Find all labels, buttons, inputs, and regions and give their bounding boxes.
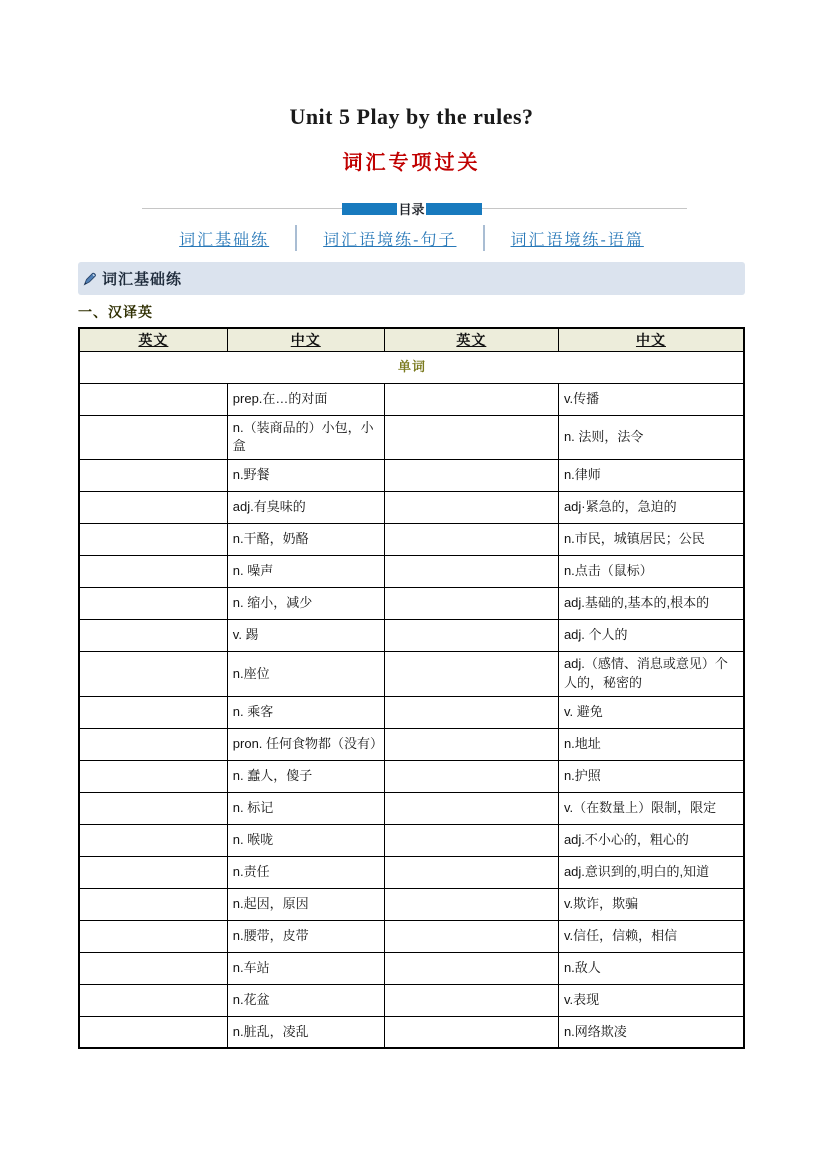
- english-answer-cell: [384, 588, 558, 620]
- english-answer-cell: [384, 728, 558, 760]
- english-answer-cell: [384, 652, 558, 697]
- english-answer-cell: [384, 383, 558, 415]
- table-header-row: [79, 328, 744, 351]
- chinese-definition-cell: n.律师: [558, 460, 744, 492]
- group-label: 单词: [79, 351, 744, 383]
- chinese-definition-cell: pron. 任何食物都（没有）: [227, 728, 384, 760]
- chinese-definition-cell: n.脏乱，凌乱: [227, 1016, 384, 1048]
- chinese-definition-cell: n.（装商品的）小包，小盒: [227, 415, 384, 460]
- chinese-definition-cell: adj.有臭味的: [227, 492, 384, 524]
- english-answer-cell: [79, 696, 227, 728]
- english-answer-cell: [79, 920, 227, 952]
- chinese-definition-cell: v. 避免: [558, 696, 744, 728]
- english-answer-cell: [79, 492, 227, 524]
- chinese-definition-cell: adj.意识到的,明白的,知道: [558, 856, 744, 888]
- table-row: [79, 760, 744, 792]
- english-answer-cell: [79, 728, 227, 760]
- english-answer-cell: [384, 696, 558, 728]
- english-answer-cell: [79, 952, 227, 984]
- chinese-definition-cell: n.敌人: [558, 952, 744, 984]
- english-answer-cell: [79, 856, 227, 888]
- english-answer-cell: [384, 888, 558, 920]
- english-answer-cell: [79, 383, 227, 415]
- chinese-definition-cell: n. 乘客: [227, 696, 384, 728]
- chinese-definition-cell: n.花盆: [227, 984, 384, 1016]
- toc-divider: [78, 202, 745, 216]
- section-header-label: 词汇基础练: [102, 271, 183, 288]
- chinese-definition-cell: n. 标记: [227, 792, 384, 824]
- chinese-definition-cell: n.腰带，皮带: [227, 920, 384, 952]
- chinese-definition-cell: n.护照: [558, 760, 744, 792]
- toc-link-vocab-context-passage[interactable]: 词汇语境练-语篇: [510, 231, 644, 249]
- chinese-definition-cell: n.网络欺凌: [558, 1016, 744, 1048]
- vocab-table: [78, 327, 745, 1049]
- english-answer-cell: [79, 792, 227, 824]
- toc-accent-bar: [342, 203, 482, 215]
- chinese-definition-cell: n.责任: [227, 856, 384, 888]
- chinese-definition-cell: v.传播: [558, 383, 744, 415]
- english-answer-cell: [384, 492, 558, 524]
- table-row: [79, 952, 744, 984]
- chinese-definition-cell: n.市民，城镇居民；公民: [558, 524, 744, 556]
- toc-link-separator: [295, 225, 297, 251]
- table-row: [79, 824, 744, 856]
- table-row: [79, 588, 744, 620]
- english-answer-cell: [384, 952, 558, 984]
- english-answer-cell: [79, 460, 227, 492]
- chinese-definition-cell: n.点击（鼠标）: [558, 556, 744, 588]
- english-answer-cell: [79, 888, 227, 920]
- english-answer-cell: [384, 856, 558, 888]
- english-answer-cell: [79, 415, 227, 460]
- table-row: [79, 1016, 744, 1048]
- english-answer-cell: [79, 1016, 227, 1048]
- table-row: [79, 556, 744, 588]
- english-answer-cell: [79, 824, 227, 856]
- toc-links: [78, 225, 745, 251]
- chinese-definition-cell: prep.在…的对面: [227, 383, 384, 415]
- english-answer-cell: [384, 1016, 558, 1048]
- pen-icon: [82, 271, 98, 287]
- english-answer-cell: [79, 760, 227, 792]
- english-answer-cell: [79, 524, 227, 556]
- part-title: 一、汉译英: [78, 304, 153, 320]
- english-answer-cell: [384, 792, 558, 824]
- chinese-definition-cell: n.车站: [227, 952, 384, 984]
- chinese-definition-cell: v.（在数量上）限制，限定: [558, 792, 744, 824]
- table-row: [79, 620, 744, 652]
- english-answer-cell: [384, 556, 558, 588]
- chinese-definition-cell: n. 喉咙: [227, 824, 384, 856]
- english-answer-cell: [79, 556, 227, 588]
- chinese-definition-cell: n. 噪声: [227, 556, 384, 588]
- chinese-definition-cell: v. 踢: [227, 620, 384, 652]
- page-title: Unit 5 Play by the rules?: [289, 104, 534, 129]
- chinese-definition-cell: n.野餐: [227, 460, 384, 492]
- column-header-chinese-2: 中文: [558, 328, 744, 351]
- toc-label: 目录: [398, 201, 425, 217]
- chinese-definition-cell: n. 缩小，减少: [227, 588, 384, 620]
- english-answer-cell: [384, 760, 558, 792]
- section-header: [78, 262, 745, 295]
- chinese-definition-cell: n.起因，原因: [227, 888, 384, 920]
- table-row: [79, 383, 744, 415]
- english-answer-cell: [384, 984, 558, 1016]
- chinese-definition-cell: v.欺诈，欺骗: [558, 888, 744, 920]
- table-row: [79, 696, 744, 728]
- english-answer-cell: [79, 652, 227, 697]
- toc-link-vocab-basic[interactable]: 词汇基础练: [179, 231, 270, 249]
- chinese-definition-cell: adj.不小心的，粗心的: [558, 824, 744, 856]
- chinese-definition-cell: adj.（感情、消息或意见）个人的，秘密的: [558, 652, 744, 697]
- table-row: [79, 888, 744, 920]
- column-header-english-2: 英文: [384, 328, 558, 351]
- chinese-definition-cell: n.座位: [227, 652, 384, 697]
- chinese-definition-cell: n.干酪，奶酪: [227, 524, 384, 556]
- table-row: [79, 524, 744, 556]
- english-answer-cell: [384, 460, 558, 492]
- english-answer-cell: [384, 524, 558, 556]
- table-row: [79, 920, 744, 952]
- page-subtitle: 词汇专项过关: [342, 152, 481, 174]
- chinese-definition-cell: v.表现: [558, 984, 744, 1016]
- english-answer-cell: [384, 920, 558, 952]
- english-answer-cell: [384, 824, 558, 856]
- english-answer-cell: [79, 984, 227, 1016]
- table-row: [79, 728, 744, 760]
- table-row: [79, 984, 744, 1016]
- table-row: [79, 460, 744, 492]
- english-answer-cell: [384, 620, 558, 652]
- toc-link-separator: [483, 225, 485, 251]
- column-header-english-1: 英文: [79, 328, 227, 351]
- table-row: [79, 415, 744, 460]
- toc-link-vocab-context-sentence[interactable]: 词汇语境练-句子: [323, 231, 457, 249]
- chinese-definition-cell: v.信任，信赖，相信: [558, 920, 744, 952]
- chinese-definition-cell: adj. 个人的: [558, 620, 744, 652]
- english-answer-cell: [79, 588, 227, 620]
- chinese-definition-cell: n. 蠢人，傻子: [227, 760, 384, 792]
- table-row: [79, 652, 744, 697]
- table-row: [79, 792, 744, 824]
- english-answer-cell: [384, 415, 558, 460]
- group-row: [79, 351, 744, 383]
- chinese-definition-cell: adj·紧急的，急迫的: [558, 492, 744, 524]
- vocab-table-body: [79, 351, 744, 1048]
- chinese-definition-cell: adj.基础的,基本的,根本的: [558, 588, 744, 620]
- table-row: [79, 856, 744, 888]
- chinese-definition-cell: n. 法则，法令: [558, 415, 744, 460]
- column-header-chinese-1: 中文: [227, 328, 384, 351]
- table-row: [79, 492, 744, 524]
- chinese-definition-cell: n.地址: [558, 728, 744, 760]
- english-answer-cell: [79, 620, 227, 652]
